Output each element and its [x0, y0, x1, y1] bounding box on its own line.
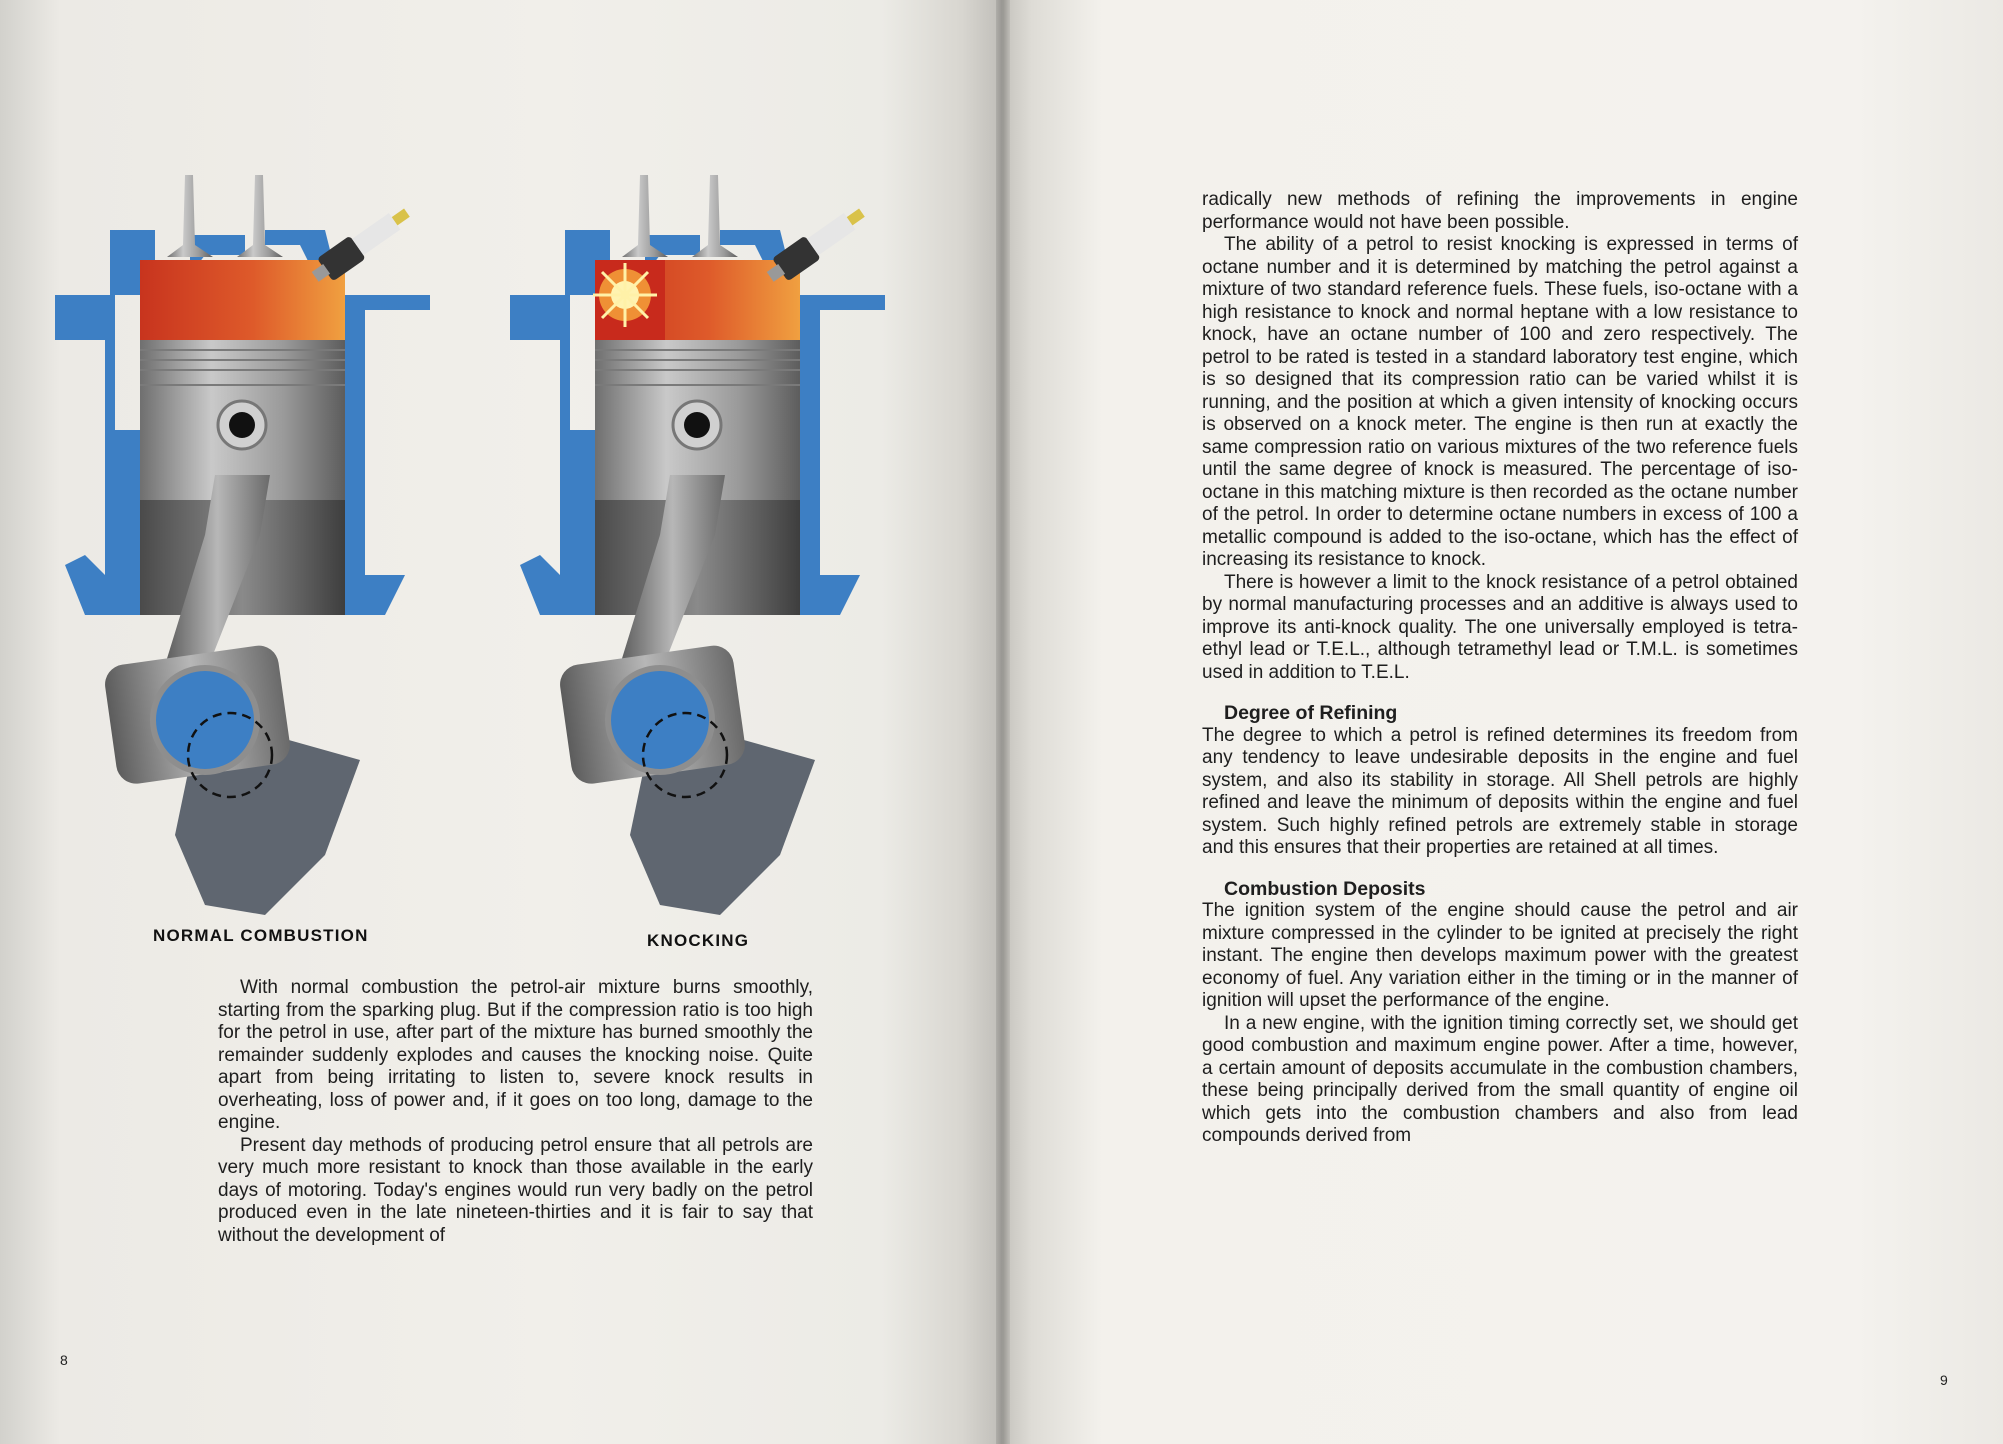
heading-combustion-deposits: Combustion Deposits [1224, 877, 1426, 900]
engine-cutaway-normal-icon [55, 175, 475, 915]
paragraph: The degree to which a petrol is refined determines its freedom from any tendency to leave undesirable deposits in the engine and fuel system, and also its stability in storage. All Shell petrols are highly refined and leave the minimum of deposits within the engine and fuel system. Such highly refined petrols are extremely stable in storage and this ensures that their properties are retained at all times. [1202, 724, 1798, 858]
page-number-right: 9 [1940, 1372, 1948, 1388]
paragraph: There is however a limit to the knock resistance of a petrol obtained by normal manufacturing processes and an additive is always used to improve its anti-knock quality. The one universally employed is tetra-ethyl lead or T.E.L., although tetramethyl lead or T.M.L. is sometimes used in addition to T.E.L. [1202, 571, 1798, 683]
paragraph: radically new methods of refining the improvements in engine performance would not have been possible. [1202, 189, 1798, 233]
paragraph: With normal combustion the petrol-air mixture burns smoothly, starting from the sparking plug. But if the compression ratio is too high for the petrol in use, after part of the mixture has burned smoothly the remainder suddenly explodes and causes the knocking noise. Quite apart from being irritating to listen to, severe knock results in overheating, loss of power and, if it goes on too long, damage to the engine. [218, 977, 813, 1133]
engine-cutaway-knocking-icon [510, 175, 930, 915]
right-body-text [1202, 189, 1798, 1148]
paragraph: Present day methods of producing petrol ensure that all petrols are very much more resistant to knock than those available in the early days of motoring. Today's engines would run very badly on the petrol produced even in the late nineteen-thirties and it is fair to say that without the development of [218, 1134, 813, 1246]
book-gutter [996, 0, 1010, 1444]
paragraph: The ignition system of the engine should cause the petrol and air mixture compressed in the cylinder to be ignited at precisely the right instant. The engine then develops maximum power with the greatest economy of fuel. Any variation either in the timing or in the manner of ignition will upset the performance of the engine. [1202, 900, 1798, 1011]
paragraph: The ability of a petrol to resist knocking is expressed in terms of octane number and it is determined by matching the petrol against a mixture of two standard reference fuels. These fuels, iso-octane with a high resistance to knock and normal heptane with a low resistance to knock, have an octane number of 100 and zero respectively. The petrol to be rated is tested in a standard laboratory test engine, which is so designed that its compression ratio can be varied whilst it is running, and the position at which a given intensity of knocking occurs is observed on a knock meter. The engine is then run at exactly the same compression ratio on various mixtures of the two reference fuels until the same degree of knock is measured. The percentage of iso-octane in this matching mixture is then recorded as the octane number of the petrol. In order to determine octane numbers in excess of 100 a metallic compound is added to the iso-octane, which has the effect of increasing its resistance to knock. [1202, 234, 1798, 570]
caption-knocking: KNOCKING [647, 931, 750, 950]
right-page [1002, 0, 2003, 1444]
left-body-text [218, 977, 813, 1247]
page-number-left: 8 [60, 1352, 68, 1368]
paragraph: In a new engine, with the ignition timing correctly set, we should get good combustion and maximum engine power. After a time, however, a certain amount of deposits accumulate in the combustion chambers, these being principally derived from the small quantity of engine oil which gets into the combustion chambers and also from lead compounds derived from [1202, 1012, 1798, 1146]
detonation-flash-icon [593, 263, 657, 327]
heading-degree-of-refining: Degree of Refining [1224, 702, 1398, 724]
caption-normal-combustion: NORMAL COMBUSTION [153, 926, 369, 945]
